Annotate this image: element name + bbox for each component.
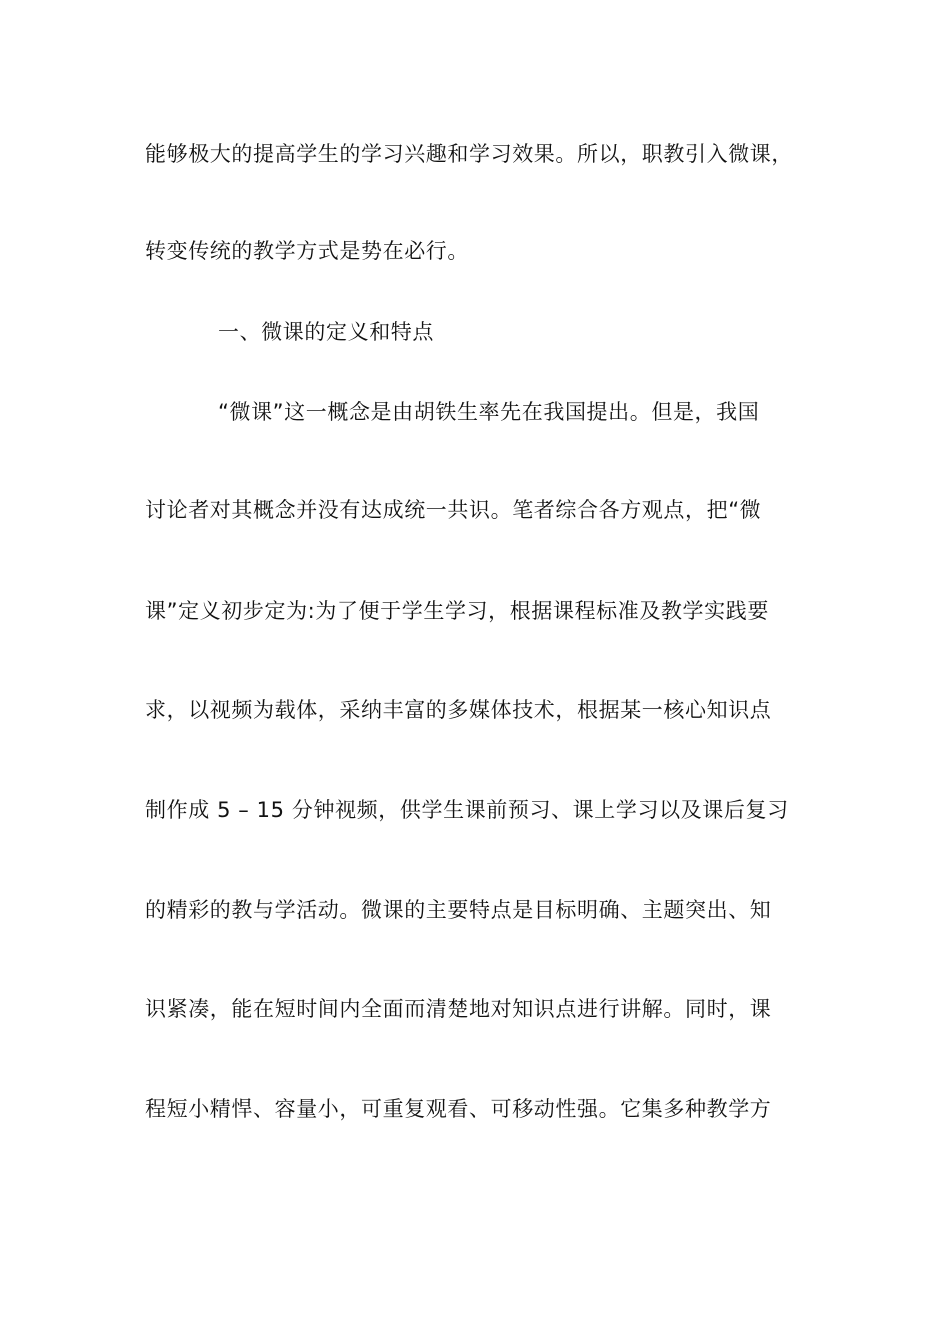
paragraph-line: 讨论者对其概念并没有达成统一共识。笔者综合各方观点，把“微 — [145, 498, 762, 522]
paragraph-line: 课”定义初步定为:为了便于学生学习，根据课程标准及教学实践要 — [145, 599, 769, 623]
paragraph-line: 制作成 5 – 15 分钟视频，供学生课前预习、课上学习以及课后复习 — [145, 798, 789, 822]
paragraph-line: 程短小精悍、容量小，可重复观看、可移动性强。它集多种教学方 — [145, 1097, 772, 1121]
paragraph-line: 转变传统的教学方式是势在必行。 — [145, 239, 469, 263]
paragraph-line: 求，以视频为载体，采纳丰富的多媒体技术，根据某一核心知识点 — [145, 698, 772, 722]
paragraph-line: “微课”这一概念是由胡铁生率先在我国提出。但是，我国 — [218, 400, 760, 424]
section-heading: 一、微课的定义和特点 — [218, 320, 434, 344]
paragraph-line: 能够极大的提高学生的学习兴趣和学习效果。所以，职教引入微课， — [145, 142, 793, 166]
paragraph-line: 识紧凑，能在短时间内全面而清楚地对知识点进行讲解。同时，课 — [145, 997, 772, 1021]
paragraph-line: 的精彩的教与学活动。微课的主要特点是目标明确、主题突出、知 — [145, 898, 772, 922]
